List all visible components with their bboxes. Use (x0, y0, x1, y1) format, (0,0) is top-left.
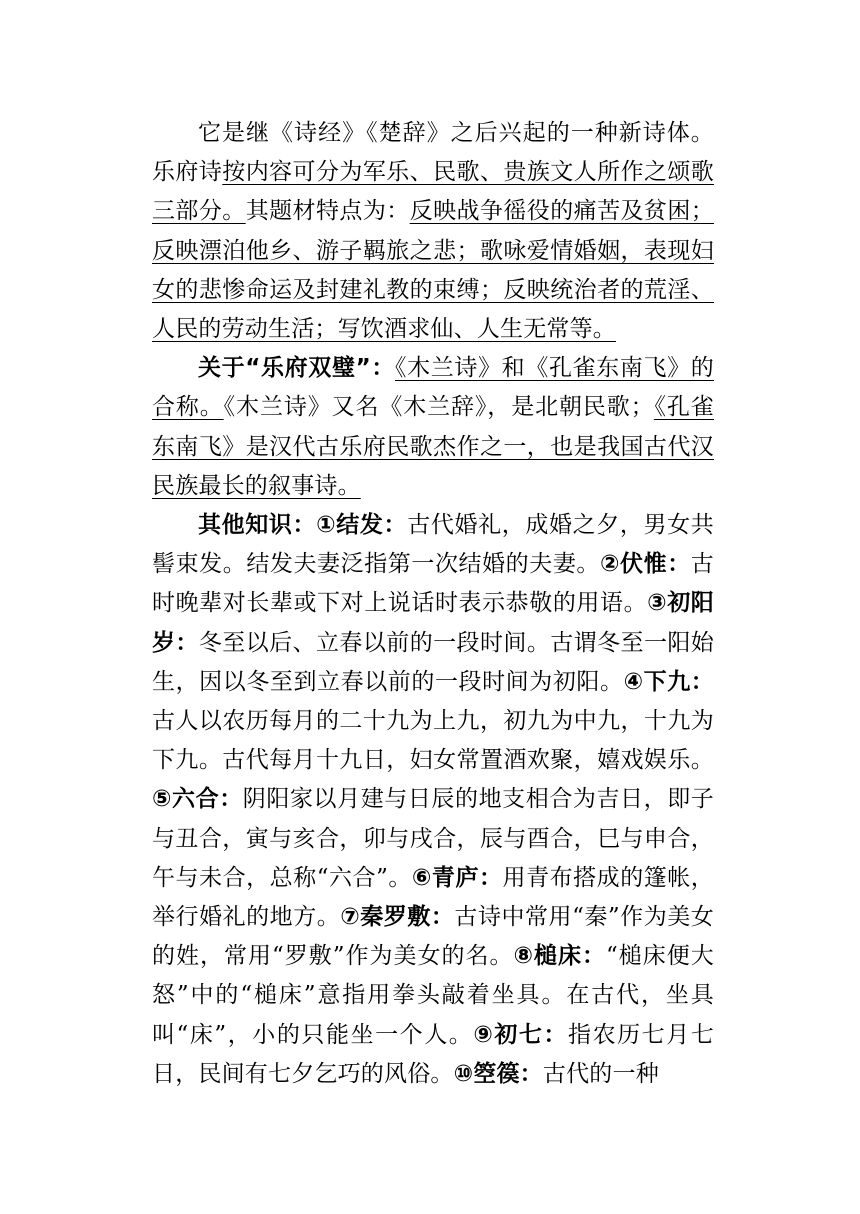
term-qinluofu: ⑦秦罗敷： (340, 904, 455, 931)
document-page (152, 114, 714, 1094)
def-chuqi: 指农历七月七日，民间有七夕乞巧的风俗。 (152, 1021, 714, 1087)
def-jiefa: 古代婚礼，成婚之夕，男女共髻束发。结发夫妻泛指第一次结婚的夫妻。 (152, 512, 714, 578)
theme-label: 其题材特点为： (245, 198, 410, 225)
def-fuwei: 古时晚辈对长辈或下对上说话时表示恭敬的用语。 (152, 551, 714, 617)
term-chuqi: ⑨初七： (473, 1021, 569, 1048)
def-chuichuang: “槌床便大怒”中的“槌床”意指用拳头敲着坐具。在古代，坐具叫“床”，小的只能坐一个人。 (152, 943, 714, 1048)
def-liuhe: 阴阳家以月建与日辰的地支相合为吉日，即子与丑合，寅与亥合，卯与戌合，辰与酉合，巳与申合，午与未合，总称“六合”。 (152, 786, 714, 891)
paragraph-yuefu-intro (152, 114, 714, 349)
def-chuyangsui: 冬至以后、立春以前的一段时间。古谓冬至一阳始生，因以冬至到立春以前的一段时间为初阳。 (152, 629, 714, 695)
paragraph-yuefu-shuangbi (152, 349, 714, 506)
intro-sentence: 它是继《诗经》《楚辞》之后兴起的一种新诗体。乐府诗 (152, 120, 714, 186)
mulan-note: 《木兰诗》又名《木兰辞》，是北朝民歌； (223, 394, 654, 421)
shuangbi-label: 关于“乐府双璧”： (198, 355, 395, 382)
paragraph-other-knowledge (152, 506, 714, 1094)
theme-features: 反映战争徭役的痛苦及贫困；反映漂泊他乡、游子羁旅之悲；歌咏爱情婚姻，表现妇女的悲惨命运及封建礼教的束缚；反映统治者的荒淫、人民的劳动生活；写饮酒求仙、人生无常等。 (152, 198, 714, 343)
def-qinglu: 用青布搭成的篷帐，举行婚礼的地方。 (152, 864, 714, 931)
term-konghou: ⑩箜篌： (453, 1060, 543, 1087)
term-xiajiu: ④下九： (623, 668, 715, 695)
def-qinluofu: 古诗中常用“秦”作为美女的姓，常用“罗敷”作为美女的名。 (152, 904, 714, 970)
term-chuichuang: ⑧槌床： (513, 943, 607, 970)
content-classification: 按内容可分为军乐、民歌、贵族文人所作之颂歌三部分。 (152, 159, 714, 225)
other-knowledge-label: 其他知识： (198, 512, 317, 539)
shuangbi-definition: 《木兰诗》和《孔雀东南飞》的合称。 (152, 355, 714, 421)
term-qinglu: ⑥青庐： (411, 864, 503, 891)
term-liuhe: ⑤六合： (152, 786, 243, 813)
kongque-note: 《孔雀东南飞》是汉代古乐府民歌杰作之一，也是我国古代汉民族最长的叙事诗。 (152, 394, 714, 499)
def-konghou: 古代的一种 (542, 1060, 659, 1087)
def-xiajiu: 古人以农历每月的二十九为上九，初九为中九，十九为下九。古代每月十九日，妇女常置酒欢聚，嬉戏娱乐。 (152, 708, 714, 774)
term-fuwei: ②伏惟： (600, 551, 691, 578)
term-jiefa: ①结发： (316, 512, 408, 539)
term-chuyangsui: ③初阳岁： (152, 590, 715, 656)
